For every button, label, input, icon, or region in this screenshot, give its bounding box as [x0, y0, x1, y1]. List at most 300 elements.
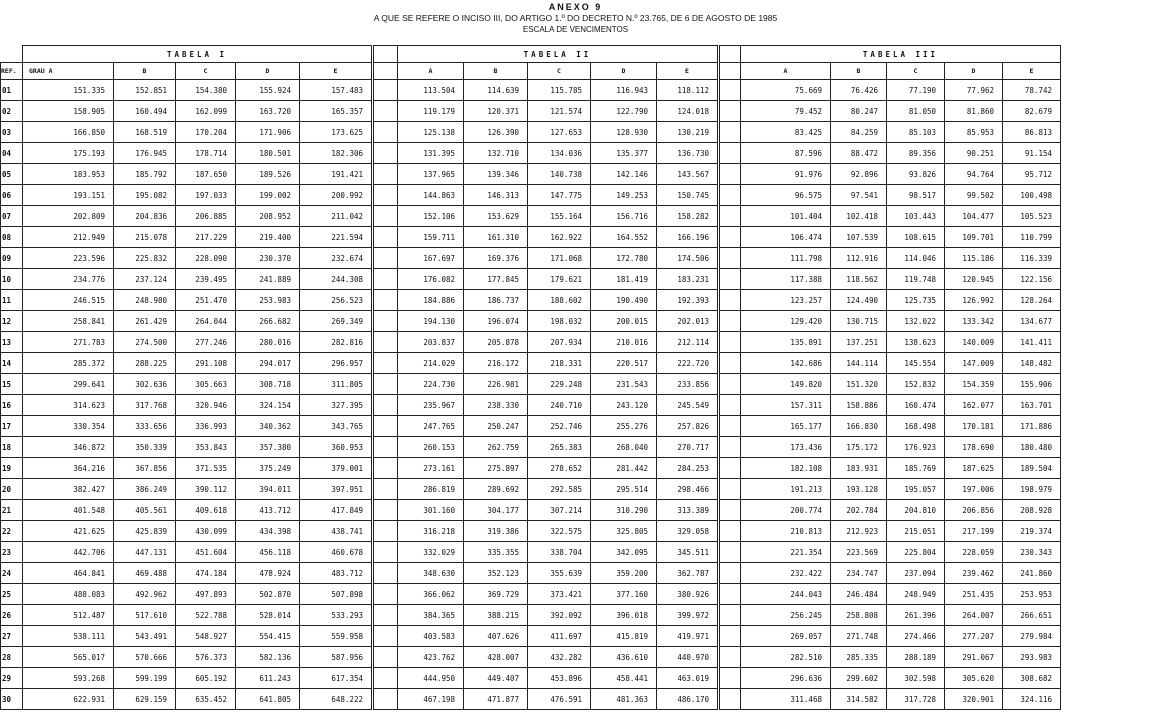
tabela-i-value-cell: 256.523	[300, 290, 373, 311]
tabela-ii-value-cell: 458.441	[591, 668, 657, 689]
gap-cell	[719, 542, 741, 563]
tabela-i-value-cell: 413.712	[236, 500, 300, 521]
tabela-iii-value-cell: 296.636	[741, 668, 831, 689]
tabela-iii-value-cell: 132.022	[887, 311, 945, 332]
tabela-i-value-cell: 629.159	[114, 689, 176, 710]
tabela-iii-value-cell: 230.343	[1003, 542, 1061, 563]
gap-cell	[373, 290, 398, 311]
tabela-ii-value-cell: 166.196	[657, 227, 719, 248]
tabela-ii-value-cell: 179.621	[528, 269, 591, 290]
tabela-i-value-cell: 277.246	[176, 332, 236, 353]
tabela-iii-value-cell: 175.172	[831, 437, 887, 458]
tabela-ii-value-cell: 222.720	[657, 353, 719, 374]
tabela-i-value-cell: 168.519	[114, 122, 176, 143]
tabela-i-value-cell: 291.108	[176, 353, 236, 374]
tabela-ii-value-cell: 155.164	[528, 206, 591, 227]
gap-cell	[719, 101, 741, 122]
tabela-iii-value-cell: 264.007	[945, 605, 1003, 626]
tabela-iii-value-cell: 92.896	[831, 164, 887, 185]
tabela-ii-value-cell: 411.697	[528, 626, 591, 647]
ref-cell: 03	[1, 122, 23, 143]
tabela-i-value-cell: 425.839	[114, 521, 176, 542]
ref-cell: 04	[1, 143, 23, 164]
table-row	[1, 206, 1061, 227]
tabela-ii-value-cell: 188.602	[528, 290, 591, 311]
scale-title: ESCALA DE VENCIMENTOS	[522, 25, 629, 34]
table-row	[1, 605, 1061, 626]
tabela-iii-value-cell: 228.059	[945, 542, 1003, 563]
tabela-i-value-cell: 483.712	[300, 563, 373, 584]
tabela-ii-value-cell: 143.567	[657, 164, 719, 185]
tabela-ii-value-cell: 119.179	[398, 101, 464, 122]
gap-cell	[719, 584, 741, 605]
tabela-i-value-cell: 195.082	[114, 185, 176, 206]
tabela-iii-value-cell: 234.747	[831, 563, 887, 584]
tabela-i-value-cell: 299.641	[23, 374, 114, 395]
tabela-iii-value-cell: 104.477	[945, 206, 1003, 227]
tabela-ii-value-cell: 216.172	[464, 353, 528, 374]
tabela-i-value-cell: 152.851	[114, 80, 176, 101]
table-row	[1, 332, 1061, 353]
tabela-ii-value-cell: 322.575	[528, 521, 591, 542]
tabela-iii-value-cell: 93.826	[887, 164, 945, 185]
tabela-ii-value-cell: 262.759	[464, 437, 528, 458]
tabela-i-value-cell: 386.249	[114, 479, 176, 500]
annex-subtitle: A QUE SE REFERE O INCISO III, DO ARTIGO 1.º DO DECRETO N.º 23.765, DE 6 DE AGOSTO DE 1985	[373, 13, 778, 23]
t2-col-a-header: A	[398, 63, 464, 80]
tabela-iii-value-cell: 95.712	[1003, 164, 1061, 185]
tabela-iii-value-cell: 241.860	[1003, 563, 1061, 584]
tabela-iii-value-cell: 79.452	[741, 101, 831, 122]
tabela-i-value-cell: 375.249	[236, 458, 300, 479]
tabela-ii-value-cell: 115.785	[528, 80, 591, 101]
tabela-ii-value-cell: 440.970	[657, 647, 719, 668]
tabela-i-value-cell: 230.370	[236, 248, 300, 269]
tabela-ii-value-cell: 319.386	[464, 521, 528, 542]
tabela-iii-value-cell: 142.686	[741, 353, 831, 374]
tabela-ii-value-cell: 126.390	[464, 122, 528, 143]
gap-cell	[373, 542, 398, 563]
tabela-iii-value-cell: 182.108	[741, 458, 831, 479]
tabela-ii-value-cell: 152.106	[398, 206, 464, 227]
table-row	[1, 185, 1061, 206]
tabela-ii-value-cell: 174.506	[657, 248, 719, 269]
tabela-iii-value-cell: 305.620	[945, 668, 1003, 689]
tabela-ii-value-cell: 463.019	[657, 668, 719, 689]
tabela-ii-value-cell: 235.967	[398, 395, 464, 416]
tabela-iii-value-cell: 317.728	[887, 689, 945, 710]
table-row	[1, 80, 1061, 101]
gap-cell	[373, 647, 398, 668]
tabela-iii-value-cell: 82.679	[1003, 101, 1061, 122]
tabela-i-value-cell: 648.222	[300, 689, 373, 710]
gap-cell	[719, 374, 741, 395]
tabela-ii-value-cell: 125.138	[398, 122, 464, 143]
tabela-i-value-cell: 611.243	[236, 668, 300, 689]
tabela-ii-value-cell: 162.922	[528, 227, 591, 248]
tabela-iii-value-cell: 320.901	[945, 689, 1003, 710]
tabela-i-value-cell: 219.400	[236, 227, 300, 248]
tabela-i-value-cell: 246.515	[23, 290, 114, 311]
tabela-ii-value-cell: 131.395	[398, 143, 464, 164]
tabela-iii-value-cell: 118.562	[831, 269, 887, 290]
annex-title: ANEXO 9	[548, 2, 603, 12]
tabela-i-value-cell: 599.199	[114, 668, 176, 689]
tabela-i-value-cell: 185.792	[114, 164, 176, 185]
tabela-ii-value-cell: 186.737	[464, 290, 528, 311]
table-row	[1, 458, 1061, 479]
gap-cell	[719, 437, 741, 458]
t3-col-e-header: E	[1003, 63, 1061, 80]
tabela-iii-value-cell: 160.474	[887, 395, 945, 416]
tabela-iii-value-cell: 77.962	[945, 80, 1003, 101]
tabela-ii-value-cell: 444.950	[398, 668, 464, 689]
t1-col-a-header: GRAU A	[23, 63, 114, 80]
t1-col-b-header: B	[114, 63, 176, 80]
ref-cell: 09	[1, 248, 23, 269]
tabela-i-value-cell: 221.594	[300, 227, 373, 248]
tabela-i-value-cell: 528.014	[236, 605, 300, 626]
gap-cell	[719, 227, 741, 248]
tabela-iii-value-cell: 115.186	[945, 248, 1003, 269]
table-row	[1, 248, 1061, 269]
tabela-iii-value-cell: 215.051	[887, 521, 945, 542]
tabela-i-value-cell: 160.494	[114, 101, 176, 122]
tabela-iii-value-cell: 148.482	[1003, 353, 1061, 374]
tabela-iii-value-cell: 80.247	[831, 101, 887, 122]
tabela-i-value-cell: 451.604	[176, 542, 236, 563]
tabela-iii-value-cell: 149.820	[741, 374, 831, 395]
tabela-i-value-cell: 176.945	[114, 143, 176, 164]
tabela-iii-value-cell: 124.490	[831, 290, 887, 311]
tabela-ii-value-cell: 156.716	[591, 206, 657, 227]
tabela-iii-value-cell: 251.435	[945, 584, 1003, 605]
tabela-ii-value-cell: 218.331	[528, 353, 591, 374]
tabela-iii-value-cell: 89.356	[887, 143, 945, 164]
tabela-ii-value-cell: 355.639	[528, 563, 591, 584]
tabela-iii-value-cell: 110.799	[1003, 227, 1061, 248]
tabela-ii-value-cell: 342.095	[591, 542, 657, 563]
tabela-i-value-cell: 474.184	[176, 563, 236, 584]
tabela-iii-value-cell: 155.906	[1003, 374, 1061, 395]
tabela-i-value-cell: 225.832	[114, 248, 176, 269]
tabela-i-value-cell: 382.427	[23, 479, 114, 500]
tabela-ii-value-cell: 476.591	[528, 689, 591, 710]
tabela-iii-value-cell: 168.498	[887, 416, 945, 437]
tabela-i-value-cell: 271.783	[23, 332, 114, 353]
gap-cell	[373, 563, 398, 584]
table-row	[1, 479, 1061, 500]
tabela-iii-value-cell: 109.701	[945, 227, 1003, 248]
gap-cell	[719, 647, 741, 668]
tabela-iii-value-cell: 138.623	[887, 332, 945, 353]
tabela-ii-value-cell: 181.419	[591, 269, 657, 290]
table-row	[1, 227, 1061, 248]
tabela-iii-value-cell: 128.264	[1003, 290, 1061, 311]
tabela-ii-value-cell: 158.282	[657, 206, 719, 227]
tabela-ii-value-cell: 122.790	[591, 101, 657, 122]
tabela-i-value-cell: 288.225	[114, 353, 176, 374]
tabela-i-value-cell: 582.136	[236, 647, 300, 668]
tabela-i-value-cell: 434.398	[236, 521, 300, 542]
tabela-i-value-cell: 170.204	[176, 122, 236, 143]
tabela-i-value-cell: 166.850	[23, 122, 114, 143]
table-row	[1, 626, 1061, 647]
tabela-ii-value-cell: 233.856	[657, 374, 719, 395]
tabela-i-value-cell: 538.111	[23, 626, 114, 647]
ref-cell: 10	[1, 269, 23, 290]
gap-cell	[373, 143, 398, 164]
tabela-iii-value-cell: 114.046	[887, 248, 945, 269]
ref-cell: 06	[1, 185, 23, 206]
t3-col-c-header: C	[887, 63, 945, 80]
gap-cell	[719, 479, 741, 500]
tabela-i-value-cell: 357.380	[236, 437, 300, 458]
tabela-i-value-cell: 593.268	[23, 668, 114, 689]
tabela-iii-value-cell: 75.669	[741, 80, 831, 101]
tabela-ii-value-cell: 278.652	[528, 458, 591, 479]
table-body	[1, 80, 1061, 710]
tabela-i-value-cell: 320.946	[176, 395, 236, 416]
tabela-i-value-cell: 447.131	[114, 542, 176, 563]
tabela-i-value-cell: 280.016	[236, 332, 300, 353]
tabela-ii-value-cell: 270.717	[657, 437, 719, 458]
tabela-i-value-cell: 421.625	[23, 521, 114, 542]
tabela-ii-value-cell: 139.346	[464, 164, 528, 185]
tabela-i-value-cell: 409.618	[176, 500, 236, 521]
tabela-ii-value-cell: 127.653	[528, 122, 591, 143]
tabela-ii-value-cell: 471.877	[464, 689, 528, 710]
tabela-i-value-cell: 217.229	[176, 227, 236, 248]
tabela-iii-value-cell: 111.798	[741, 248, 831, 269]
tabela-iii-value-cell: 137.251	[831, 332, 887, 353]
ref-corner-cell	[1, 46, 23, 63]
t2-col-c-header: C	[528, 63, 591, 80]
tabela-iii-value-cell: 107.539	[831, 227, 887, 248]
table-row	[1, 290, 1061, 311]
tabela-ii-value-cell: 298.466	[657, 479, 719, 500]
tabela-iii-value-cell: 311.468	[741, 689, 831, 710]
tabela-ii-value-cell: 118.112	[657, 80, 719, 101]
tabela-i-value-cell: 543.491	[114, 626, 176, 647]
tabela-i-value-cell: 405.561	[114, 500, 176, 521]
tabela-ii-value-cell: 113.504	[398, 80, 464, 101]
tabela-i-value-cell: 346.872	[23, 437, 114, 458]
tabela-i-value-cell: 165.357	[300, 101, 373, 122]
tabela-ii-value-cell: 128.930	[591, 122, 657, 143]
gap-cell	[719, 269, 741, 290]
tabela-ii-value-cell: 210.016	[591, 332, 657, 353]
tabela-ii-value-cell: 238.330	[464, 395, 528, 416]
tabela-iii-value-cell: 206.856	[945, 500, 1003, 521]
tabela-iii-value-cell: 221.354	[741, 542, 831, 563]
tabela-iii-value-cell: 178.690	[945, 437, 1003, 458]
tabela-iii-value-cell: 90.251	[945, 143, 1003, 164]
tabela-ii-value-cell: 415.819	[591, 626, 657, 647]
tabela-i-value-cell: 379.001	[300, 458, 373, 479]
gap-cell	[719, 80, 741, 101]
tabela-i-value-cell: 296.957	[300, 353, 373, 374]
tabela-i-value-cell: 163.720	[236, 101, 300, 122]
tabela-ii-value-cell: 120.371	[464, 101, 528, 122]
tabela-ii-value-cell: 380.926	[657, 584, 719, 605]
t1-col-e-header: E	[300, 63, 373, 80]
tabela-ii-value-cell: 226.981	[464, 374, 528, 395]
gap-cell	[373, 416, 398, 437]
tabela-ii-value-cell: 220.517	[591, 353, 657, 374]
tabela-ii-value-cell: 255.276	[591, 416, 657, 437]
tabela-iii-value-cell: 86.813	[1003, 122, 1061, 143]
tabela-iii-value-cell: 147.009	[945, 353, 1003, 374]
tabela-i-value-cell: 223.596	[23, 248, 114, 269]
ref-cell: 05	[1, 164, 23, 185]
tabela-i-value-cell: 264.044	[176, 311, 236, 332]
tabela-iii-value-cell: 140.009	[945, 332, 1003, 353]
gap-cell	[373, 668, 398, 689]
tabela-i-value-cell: 187.650	[176, 164, 236, 185]
tabela-i-value-cell: 175.193	[23, 143, 114, 164]
tabela-ii-value-cell: 310.290	[591, 500, 657, 521]
gap-cell	[719, 63, 741, 80]
tabela-i-value-cell: 171.906	[236, 122, 300, 143]
tabela-ii-value-cell: 214.029	[398, 353, 464, 374]
tabela-iii-value-cell: 239.462	[945, 563, 1003, 584]
tabela-ii-value-cell: 449.407	[464, 668, 528, 689]
tabela-i-value-cell: 430.099	[176, 521, 236, 542]
tabela-iii-value-cell: 151.320	[831, 374, 887, 395]
tabela-ii-value-cell: 260.153	[398, 437, 464, 458]
tabela-iii-value-cell: 134.677	[1003, 311, 1061, 332]
tabela-i-value-cell: 199.002	[236, 185, 300, 206]
tabela-ii-value-cell: 373.421	[528, 584, 591, 605]
tabela-i-value-cell: 517.610	[114, 605, 176, 626]
gap-cell	[373, 353, 398, 374]
tabela-iii-value-cell: 261.396	[887, 605, 945, 626]
table-row	[1, 143, 1061, 164]
tabela-i-value-cell: 576.373	[176, 647, 236, 668]
tabela-iii-value-cell: 217.199	[945, 521, 1003, 542]
tabela-ii-value-cell: 172.780	[591, 248, 657, 269]
tabela-iii-value-cell: 291.067	[945, 647, 1003, 668]
tabela-iii-value-cell: 204.810	[887, 500, 945, 521]
tabela-iii-value-cell: 246.484	[831, 584, 887, 605]
tabela-ii-value-cell: 132.710	[464, 143, 528, 164]
tabela-i-value-cell: 401.548	[23, 500, 114, 521]
tabela-iii-value-cell: 197.006	[945, 479, 1003, 500]
tabela-i-value-cell: 200.992	[300, 185, 373, 206]
tabela-iii-value-cell: 219.374	[1003, 521, 1061, 542]
tabela-ii-value-cell: 229.248	[528, 374, 591, 395]
tabela-iii-value-cell: 141.411	[1003, 332, 1061, 353]
tabela-iii-value-cell: 193.128	[831, 479, 887, 500]
tabela-iii-value-cell: 83.425	[741, 122, 831, 143]
ref-cell: 27	[1, 626, 23, 647]
tabela-iii-value-cell: 126.992	[945, 290, 1003, 311]
ref-cell: 28	[1, 647, 23, 668]
tabela-iii-value-cell: 78.742	[1003, 80, 1061, 101]
tabela-i-value-cell: 464.841	[23, 563, 114, 584]
tabela-iii-value-cell: 293.983	[1003, 647, 1061, 668]
table-row	[1, 563, 1061, 584]
gap-cell	[373, 500, 398, 521]
tabela-iii-value-cell: 102.418	[831, 206, 887, 227]
tabela-iii-value-cell: 195.057	[887, 479, 945, 500]
tabela-iii-value-cell: 103.443	[887, 206, 945, 227]
tabela-i-value-cell: 269.349	[300, 311, 373, 332]
table-row	[1, 164, 1061, 185]
tabela-i-value-cell: 394.011	[236, 479, 300, 500]
gap-cell	[719, 500, 741, 521]
tabela-ii-value-cell: 352.123	[464, 563, 528, 584]
t1-col-d-header: D	[236, 63, 300, 80]
table-row	[1, 269, 1061, 290]
tabela-ii-value-cell: 252.746	[528, 416, 591, 437]
tabela-i-value-cell: 191.421	[300, 164, 373, 185]
tabela-i-value-cell: 507.898	[300, 584, 373, 605]
tabela-ii-value-cell: 245.549	[657, 395, 719, 416]
tabela-iii-value-cell: 106.474	[741, 227, 831, 248]
tabela-i-value-cell: 311.805	[300, 374, 373, 395]
tabela-iii-value-cell: 189.504	[1003, 458, 1061, 479]
tabela-ii-value-cell: 486.170	[657, 689, 719, 710]
tabela-ii-value-cell: 392.092	[528, 605, 591, 626]
tabela-iii-value-cell: 122.156	[1003, 269, 1061, 290]
tabela-i-value-cell: 155.924	[236, 80, 300, 101]
table-row	[1, 500, 1061, 521]
ref-cell: 07	[1, 206, 23, 227]
tabela-i-value-cell: 367.856	[114, 458, 176, 479]
gap-cell	[719, 311, 741, 332]
gap-cell	[373, 122, 398, 143]
tabela-i-value-cell: 248.980	[114, 290, 176, 311]
tabela-i-value-cell: 193.151	[23, 185, 114, 206]
tabela-iii-value-cell: 94.764	[945, 164, 1003, 185]
gap-cell	[373, 46, 398, 63]
tabela-iii-value-cell: 210.813	[741, 521, 831, 542]
tabela-i-value-cell: 456.118	[236, 542, 300, 563]
tabela-i-value-cell: 533.293	[300, 605, 373, 626]
tabela-iii-value-cell: 277.207	[945, 626, 1003, 647]
tabela-iii-value-cell: 108.615	[887, 227, 945, 248]
tabela-ii-value-cell: 212.114	[657, 332, 719, 353]
tabela-iii-value-cell: 308.682	[1003, 668, 1061, 689]
tabela-iii-value-cell: 96.575	[741, 185, 831, 206]
tabela-i-value-cell: 151.335	[23, 80, 114, 101]
tabela-iii-value-cell: 299.602	[831, 668, 887, 689]
tabela-ii-value-cell: 144.863	[398, 185, 464, 206]
tabela-iii-value-cell: 162.077	[945, 395, 1003, 416]
tabela-ii-value-cell: 289.692	[464, 479, 528, 500]
tabela-ii-value-cell: 114.639	[464, 80, 528, 101]
table-row	[1, 647, 1061, 668]
tabela-ii-value-cell: 396.018	[591, 605, 657, 626]
tabela-i-value-cell: 390.112	[176, 479, 236, 500]
tabela-iii-value-cell: 84.259	[831, 122, 887, 143]
tabela-ii-value-cell: 194.130	[398, 311, 464, 332]
tabela-ii-value-cell: 403.583	[398, 626, 464, 647]
gap-cell	[719, 605, 741, 626]
tabela-ii-value-cell: 171.068	[528, 248, 591, 269]
tabela-iii-value-cell: 112.916	[831, 248, 887, 269]
tabela-iii-title: TABELA III	[741, 46, 1061, 63]
tabela-ii-value-cell: 184.886	[398, 290, 464, 311]
tabela-i-value-cell: 343.765	[300, 416, 373, 437]
tabela-ii-value-cell: 224.730	[398, 374, 464, 395]
ref-cell: 22	[1, 521, 23, 542]
tabela-iii-value-cell: 101.404	[741, 206, 831, 227]
tabela-iii-value-cell: 123.257	[741, 290, 831, 311]
tabela-i-value-cell: 438.741	[300, 521, 373, 542]
